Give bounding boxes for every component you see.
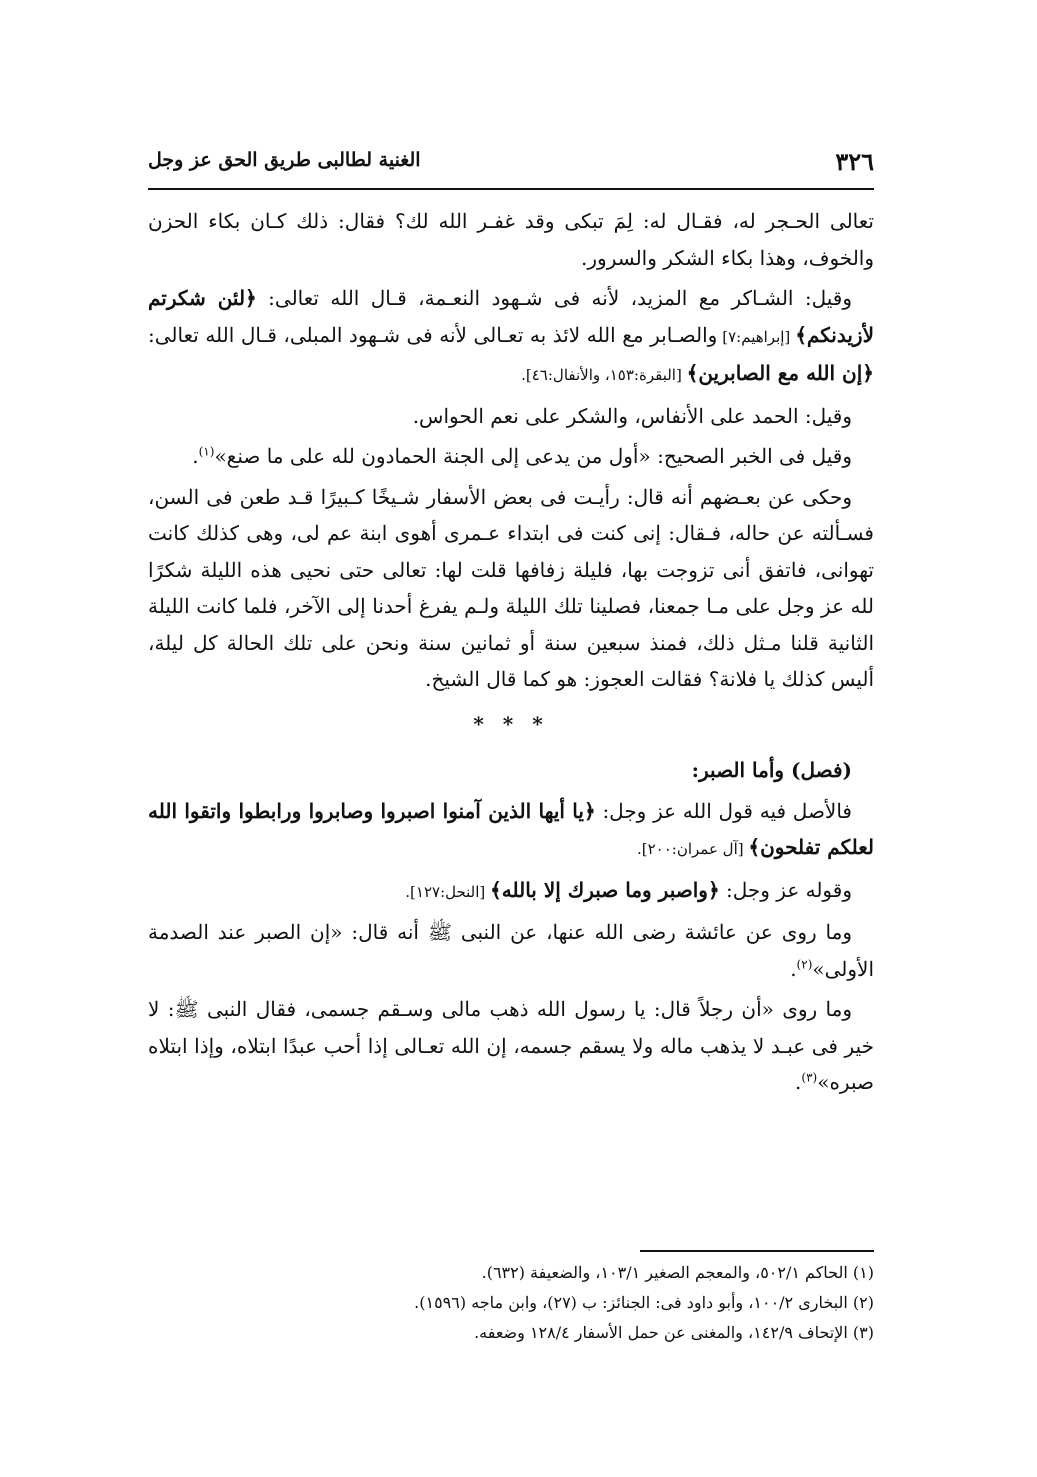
footnote: (١) الحاكم ٥٠٢/١، والمعجم الصغير ١٠٣/١، والضعيفة (٦٣٢). bbox=[481, 1263, 874, 1282]
page-header bbox=[148, 147, 874, 185]
footnote: (٢) البخارى ١٠٠/٢، وأبو داود فى: الجنائز: ب (٢٧)، وابن ماجه (١٥٩٦). bbox=[414, 1293, 874, 1312]
paragraph: وما روى عن عائشة رضى الله عنها، عن النبى ﷺ أنه قال: «إن الصبر عند الصدمة الأولى»$^{(٢)}$. bbox=[148, 920, 874, 981]
running-title: الغنية لطالبى طريق الحق عز وجل bbox=[148, 149, 421, 171]
footnote-marker: (٣) bbox=[801, 1070, 818, 1085]
verse-reference: [إبراهيم:٧] bbox=[717, 327, 796, 346]
main-text bbox=[148, 203, 874, 1105]
quran-verse: ﴿واصبر وما صبرك إلا بالله﴾ bbox=[490, 877, 720, 902]
footnote-marker: (١) bbox=[198, 444, 215, 459]
verse-reference: [آل عمران:٢٠٠]. bbox=[636, 840, 749, 858]
verse-reference: [النحل:١٢٧]. bbox=[405, 882, 491, 901]
footnote-divider bbox=[640, 1250, 874, 1252]
paragraph: وقيل فى الخبر الصحيح: «أول من يدعى إلى الجنة الحمادون لله على ما صنع»$^{(١)}$. bbox=[192, 444, 852, 468]
header-divider bbox=[148, 188, 874, 190]
section-title: (فصل) وأما الصبر: bbox=[691, 758, 852, 782]
paragraph: وما روى «أن رجلاً قال: يا رسول الله ذهب مالى وسـقم جسمى، فقال النبى ﷺ: لا خير فى عبـد لا يذهب ماله ولا يسقم جسمه، إن الله تعـالى إذا أحب عبدًا ابتلاه، وإذا ابتلاه صبره»$^{(٣)}$. bbox=[148, 997, 874, 1094]
footnote: (٣) الإتحاف ١٤٢/٩، والمغنى عن حمل الأسفار ١٢٨/٤ وضعفه. bbox=[474, 1323, 874, 1342]
paragraph: وقوله عز وجل: ﴿واصبر وما صبرك إلا بالله﴾ [النحل:١٢٧]. bbox=[405, 877, 852, 902]
page-number: ٣٢٦ bbox=[835, 147, 874, 176]
paragraph: وقيل: الشـاكر مع المزيد، لأنه فى شـهود النعـمة، قـال الله تعالى: ﴿لئن شكرتم لأزيدنكم﴾ [إبراهيم:٧] والصـابر مع الله لائذ به تعـالى لأنه فى شـهود المبلى، قـال الله تعالى: ﴿إن الله مع الصابرين﴾ [البقرة:١٥٣، والأنفال:٤٦]. bbox=[148, 286, 874, 385]
paragraph: فالأصل فيه قول الله عز وجل: ﴿يا أيها الذين آمنوا اصبروا وصابروا ورابطوا واتقوا الله لعلكم تفلحون﴾ [آل عمران:٢٠٠]. bbox=[148, 798, 874, 859]
quran-verse: ﴿إن الله مع الصابرين﴾ bbox=[686, 361, 874, 385]
footnote-marker: (٢) bbox=[796, 956, 813, 971]
paragraph: وقيل: الحمد على الأنفاس، والشكر على نعم الحواس. bbox=[412, 403, 852, 428]
verse-reference: [البقرة:١٥٣، والأنفال:٤٦]. bbox=[521, 366, 687, 384]
footnotes bbox=[148, 1258, 874, 1348]
paragraph: تعالى الحـجر له، فقـال له: لِمَ تبكى وقد غفـر الله لك؟ فقال: ذلك كـان بكاء الحزن والخوف، وهذا بكاء الشكر والسرور. bbox=[148, 209, 874, 270]
quran-verse: ﴿لئن شكرتم لأزيدنكم﴾ bbox=[148, 286, 874, 347]
quran-verse: ﴿يا أيها الذين آمنوا اصبروا وصابروا ورابطوا واتقوا الله لعلكم تفلحون﴾ bbox=[148, 798, 874, 859]
paragraph: وحكى عن بعـضهم أنه قال: رأيـت فى بعض الأسفار شـيخًا كـبيرًا قـد طعن فى السن، فسـألته عن حاله، فـقال: إنى كنت فى ابتداء عـمرى أهوى ابنة عم لى، وهى كذلك كانت تهوانى، فاتفق أنى تزوجت بها، فليلة زفافها قلت لها: تعالى حتى نحيى هذه الليلة شكرًا لله عز وجل على مـا جمعنا، فصلينا تلك الليلة ولـم يفرغ أحدنا إلى الآخر، فلما كانت الليلة الثانية قلنا مـثل ذلك، فمنذ سبعين سنة أو ثمانين سنة ونحن على تلك الحالة كل ليلة، أليس كذلك يا فلانة؟ فقالت العجوز: هو كما قال الشيخ. bbox=[148, 484, 874, 691]
section-separator: * * * bbox=[473, 711, 549, 736]
